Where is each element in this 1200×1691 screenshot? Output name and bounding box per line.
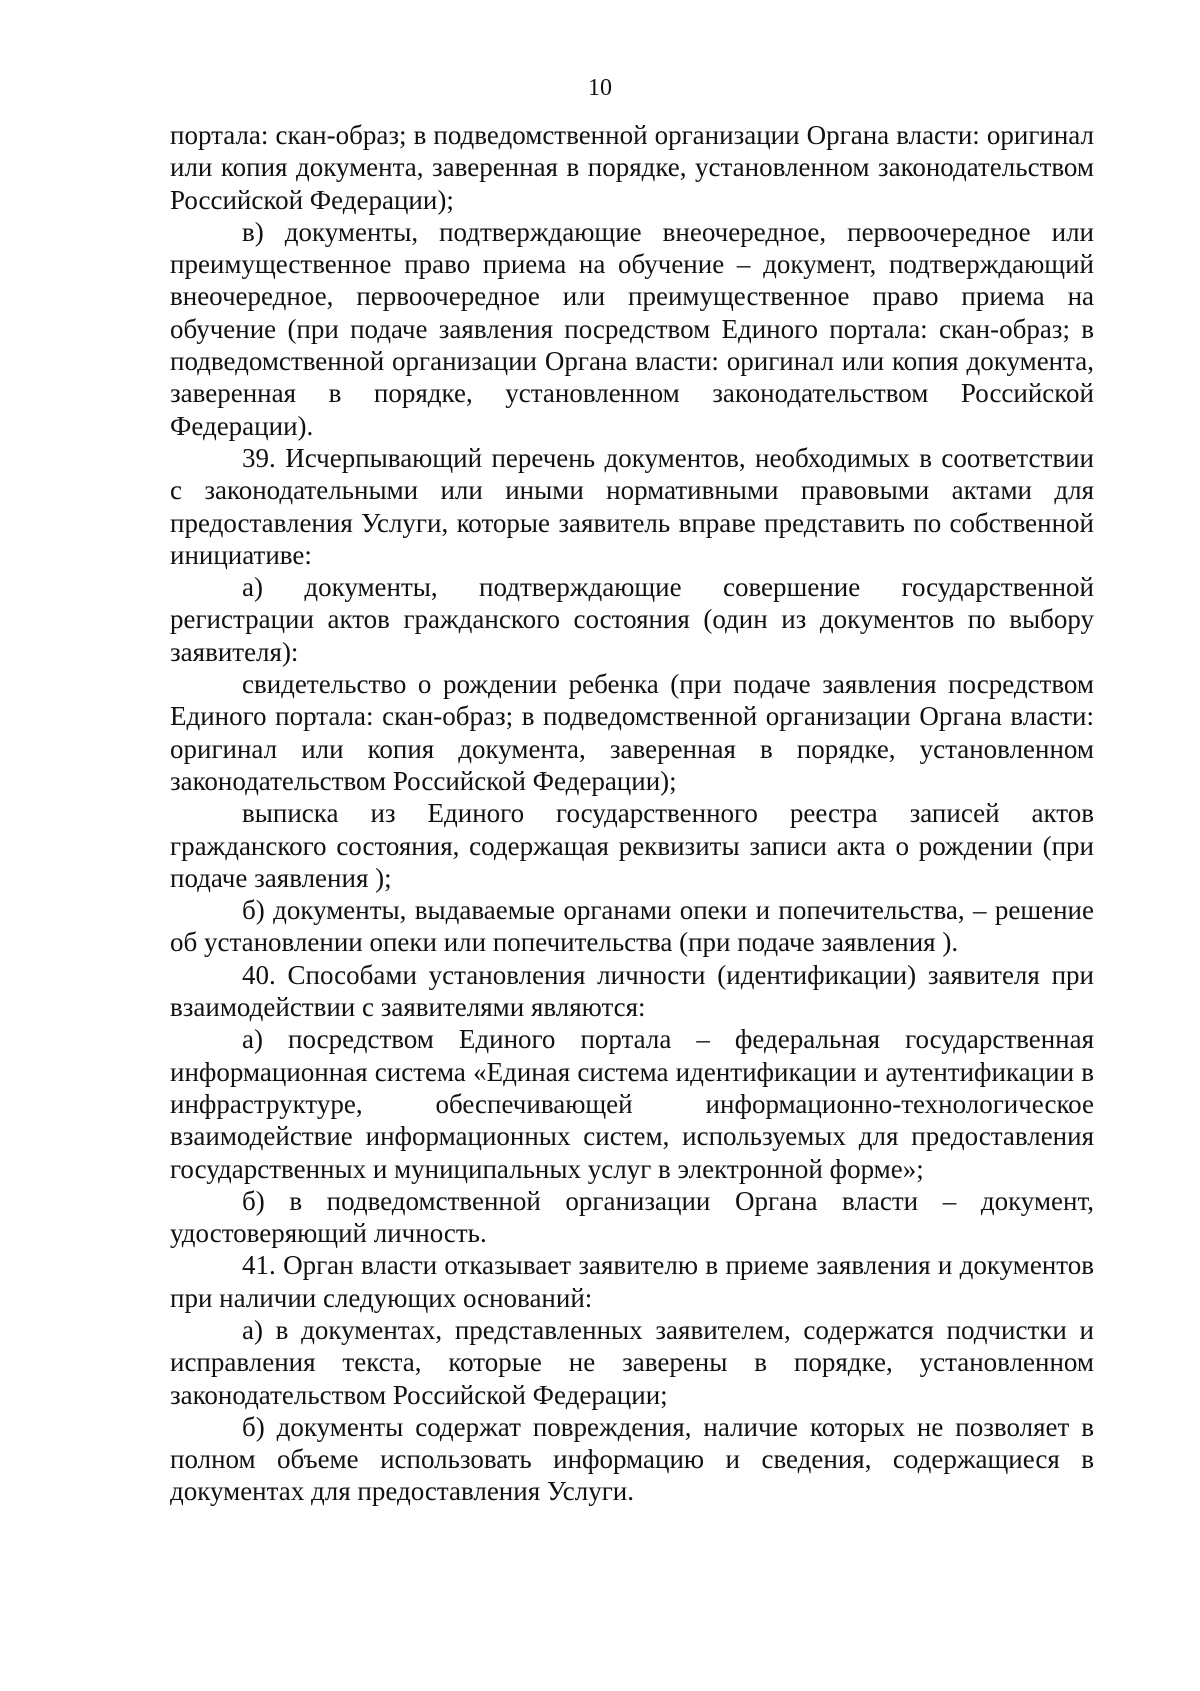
paragraph: портала: скан-образ; в подведомственной организации Органа власти: оригинал или копия документа, заверенная в порядке, установленном законодательством Российской Федерации);	[170, 120, 1094, 215]
paragraph: 41. Орган власти отказывает заявителю в приеме заявления и документов при наличии следующих оснований:	[170, 1250, 1094, 1313]
document-body	[170, 119, 1094, 1508]
paragraph: а) документы, подтверждающие совершение государственной регистрации актов гражданского состояния (один из документов по выбору заявителя):	[170, 572, 1094, 667]
paragraph: б) в подведомственной организации Органа власти – документ, удостоверяющий личность.	[170, 1185, 1094, 1249]
paragraph: 39. Исчерпывающий перечень документов, необходимых в соответствии с законодательными или иными нормативными правовыми актами для предоставления Услуги, которые заявитель вправе представить по собственной инициативе:	[170, 442, 1094, 570]
paragraph: свидетельство о рождении ребенка (при подаче заявления посредством Единого портала: скан-образ; в подведомственной организации Органа власти: оригинал или копия документа, заверенная в порядке, установленном законодательством Российской Федерации);	[170, 669, 1094, 796]
paragraph: выписка из Единого государственного реестра записей актов гражданского состояния, содержащая реквизиты записи акта о рождении (при подаче заявления );	[170, 798, 1094, 893]
paragraph: 40. Способами установления личности (идентификации) заявителя при взаимодействии с заявителями являются:	[170, 959, 1094, 1023]
page-number: 10	[588, 75, 612, 101]
paragraph: в) документы, подтверждающие внеочередное, первоочередное или преимущественное право приема на обучение – документ, подтверждающий внеочередное, первоочередное или преимущественное право приема на обучение (при подаче заявления посредством Единого портала: скан-образ; в подведомственной организации Органа власти: оригинал или копия документа, заверенная в порядке, установленном законодательством Российской Федерации).	[170, 216, 1094, 441]
paragraph: а) в документах, представленных заявителем, содержатся подчистки и исправления текста, которые не заверены в порядке, установленном законодательством Российской Федерации;	[170, 1314, 1094, 1410]
paragraph: б) документы содержат повреждения, наличие которых не позволяет в полном объеме использовать информацию и сведения, содержащиеся в документах для предоставления Услуги.	[170, 1411, 1094, 1507]
paragraph: б) документы, выдаваемые органами опеки и попечительства, – решение об установлении опеки или попечительства (при подаче заявления ).	[170, 895, 1094, 958]
paragraph: а) посредством Единого портала – федеральная государственная информационная система «Единая система идентификации и аутентификации в инфраструктуре, обеспечивающей информационно-технологическое взаимодействие информационных систем, используемых для предоставления государственных и муниципальных услуг в электронной форме»;	[170, 1024, 1094, 1184]
